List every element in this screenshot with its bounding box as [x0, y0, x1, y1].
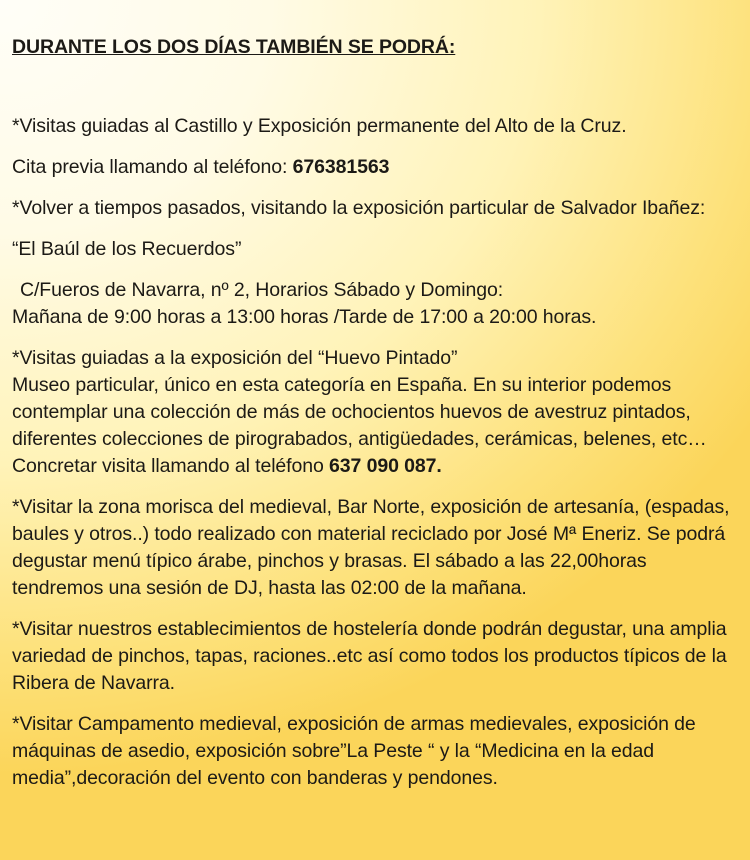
document-body	[12, 34, 742, 806]
huevo-phone: 637 090 087.	[329, 455, 442, 477]
paragraph-campamento: *Visitar Campamento medieval, exposición de armas medievales, exposición de máquinas de asedio, exposición sobre”La Peste “ y la “Medicina en la edad media”,decoración del evento con banderas y pendones.	[12, 713, 696, 789]
hours-line: Mañana de 9:00 horas a 13:00 horas /Tarde de 17:00 a 20:00 horas.	[12, 306, 597, 328]
paragraph-salvador-exhibition: *Volver a tiempos pasados, visitando la exposición particular de Salvador Ibañez:	[12, 197, 706, 219]
appointment-phone: 676381563	[292, 156, 390, 178]
paragraph-morisca: *Visitar la zona morisca del medieval, Bar Norte, exposición de artesanía, (espadas, baules y otros..) todo realizado con material reciclado por José Mª Eneriz. Se podrá degustar menú típico árabe, pinchos y brasas. El sábado a las 22,00horas tendremos una sesión de DJ, hasta las 02:00 de la mañana.	[12, 496, 730, 599]
huevo-text: Museo particular, único en esta categoría en España. En su interior podemos contemplar una colección de más de ochocientos huevos de avestruz pintados, diferentes colecciones de pirograbados, antigüedades, cerámicas, belenes, etc… Concretar visita llamando al teléfono	[12, 374, 707, 477]
huevo-title: *Visitas guiadas a la exposición del “Huevo Pintado”	[12, 347, 458, 369]
address-line: C/Fueros de Navarra, nº 2, Horarios Sábado y Domingo:	[20, 279, 504, 301]
appointment-text: Cita previa llamando al teléfono:	[12, 156, 293, 178]
heading: DURANTE LOS DOS DÍAS TAMBIÉN SE PODRÁ:	[12, 36, 456, 58]
paragraph-huevo-pintado	[12, 345, 742, 480]
paragraph-baul-title: “El Baúl de los Recuerdos”	[12, 238, 242, 260]
paragraph-hosteleria: *Visitar nuestros establecimientos de hostelería donde podrán degustar, una amplia variedad de pinchos, tapas, raciones..etc así como todos los productos típicos de la Ribera de Navarra.	[12, 618, 727, 694]
paragraph-castle-visits: *Visitas guiadas al Castillo y Exposición permanente del Alto de la Cruz.	[12, 115, 627, 137]
paragraph-address-hours	[12, 277, 742, 331]
paragraph-appointment	[12, 154, 742, 181]
